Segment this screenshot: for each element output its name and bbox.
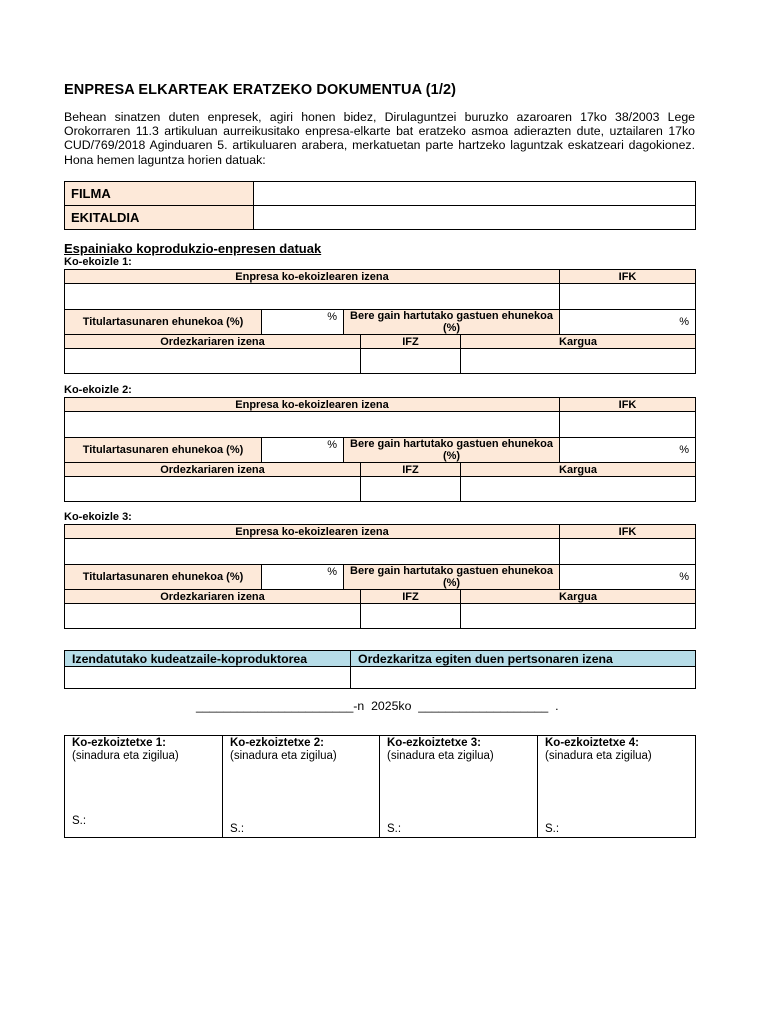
expenses-pct-input[interactable] [560,565,696,590]
signature-s-label: S.: [545,823,560,835]
percent-sign: % [679,316,690,328]
percent-sign: % [327,439,337,451]
position-header: Kargua [461,335,696,349]
ifk-header: IFK [560,525,696,539]
manager-input[interactable] [65,667,351,689]
signature-subtitle: (sinadura eta zigilua) [72,750,179,762]
ifz-header: IFZ [361,463,461,477]
edition-input[interactable] [254,206,696,230]
ifk-header: IFK [560,398,696,412]
percent-sign: % [327,311,337,323]
expenses-pct-label: Bere gain hartutako gastuen ehunekoa (%) [344,438,560,463]
manager-table [64,650,696,689]
rep-name-header: Ordezkariaren izena [65,335,361,349]
ownership-pct-input[interactable] [262,310,344,335]
expenses-pct-input[interactable] [560,310,696,335]
film-label: FILMA [65,182,254,206]
expenses-pct-input[interactable] [560,438,696,463]
rep-name-input[interactable] [65,477,361,502]
signature-subtitle: (sinadura eta zigilua) [387,750,494,762]
coproducer-3-table [64,524,696,629]
film-input[interactable] [254,182,696,206]
position-input[interactable] [461,604,696,629]
position-header: Kargua [461,463,696,477]
company-name-input[interactable] [65,284,560,310]
ifk-input[interactable] [560,539,696,565]
position-input[interactable] [461,477,696,502]
signature-title: Ko-ezkoiztetxe 1: [72,737,166,749]
place-suffix: -n 2025ko [353,699,412,713]
signature-box-4[interactable] [538,736,696,838]
edition-label: EKITALDIA [65,206,254,230]
rep-name-input[interactable] [65,349,361,374]
ownership-pct-label: Titulartasunaren ehunekoa (%) [65,310,262,335]
rep-name-input[interactable] [65,604,361,629]
ownership-pct-input[interactable] [262,565,344,590]
section-title: Espainiako koprodukzio-enpresen datuak [64,241,322,256]
coproducer-1-table [64,269,696,374]
film-table [64,181,696,230]
rep-name-header: Ordezkariaren izena [65,590,361,604]
percent-sign: % [327,566,337,578]
signature-title: Ko-ezkoiztetxe 2: [230,737,324,749]
ifk-input[interactable] [560,284,696,310]
percent-sign: % [679,444,690,456]
signature-s-label: S.: [72,815,87,827]
signature-table [64,735,696,838]
position-header: Kargua [461,590,696,604]
company-name-header: Enpresa ko-ekoizlearen izena [65,270,560,284]
coproducer-2-table [64,397,696,502]
date-end: . [555,699,559,713]
expenses-pct-label: Bere gain hartutako gastuen ehunekoa (%) [344,565,560,590]
manager-header: Izendatutako kudeatzaile-koproduktorea [65,651,351,667]
rep-person-input[interactable] [351,667,696,689]
intro-paragraph: Behean sinatzen duten enpresek, agiri honen bidez, Dirulaguntzei buruzko azaroaren 17ko 38/2003 Lege Orokorraren 11.3 artikuluan aurreikusitako enpresa-elkarte bat eratzeko asmoa adierazten dute, uztailaren 17ko CUD/769/2018 Aginduaren 5. artikuluaren arabera, merkatuetan parte hartzeko laguntzak eskatzeari dagokionez. Hona hemen laguntza horien datuak: [64,110,695,167]
ifk-header: IFK [560,270,696,284]
company-name-header: Enpresa ko-ekoizlearen izena [65,398,560,412]
coproducer-1-label: Ko-ekoizle 1: [64,256,132,268]
document-title: ENPRESA ELKARTEAK ERATZEKO DOKUMENTUA (1/2) [64,82,457,98]
place-blank[interactable]: _______________________ [196,699,354,713]
signature-box-3[interactable] [380,736,538,838]
company-name-input[interactable] [65,412,560,438]
ownership-pct-input[interactable] [262,438,344,463]
rep-name-header: Ordezkariaren izena [65,463,361,477]
ifz-header: IFZ [361,590,461,604]
ifz-header: IFZ [361,335,461,349]
date-line [196,699,558,713]
signature-box-1[interactable] [65,736,223,838]
company-name-header: Enpresa ko-ekoizlearen izena [65,525,560,539]
signature-s-label: S.: [387,823,402,835]
coproducer-3-label: Ko-ekoizle 3: [64,511,132,523]
signature-title: Ko-ezkoiztetxe 4: [545,737,639,749]
signature-box-2[interactable] [223,736,380,838]
signature-s-label: S.: [230,823,245,835]
ifz-input[interactable] [361,477,461,502]
expenses-pct-label: Bere gain hartutako gastuen ehunekoa (%) [344,310,560,335]
signature-subtitle: (sinadura eta zigilua) [545,750,652,762]
ifz-input[interactable] [361,349,461,374]
percent-sign: % [679,571,690,583]
rep-person-header: Ordezkaritza egiten duen pertsonaren izena [351,651,696,667]
signature-title: Ko-ezkoiztetxe 3: [387,737,481,749]
coproducer-2-label: Ko-ekoizle 2: [64,384,132,396]
ifk-input[interactable] [560,412,696,438]
company-name-input[interactable] [65,539,560,565]
ownership-pct-label: Titulartasunaren ehunekoa (%) [65,438,262,463]
ifz-input[interactable] [361,604,461,629]
position-input[interactable] [461,349,696,374]
date-blank[interactable]: ___________________ [418,699,549,713]
signature-subtitle: (sinadura eta zigilua) [230,750,337,762]
ownership-pct-label: Titulartasunaren ehunekoa (%) [65,565,262,590]
